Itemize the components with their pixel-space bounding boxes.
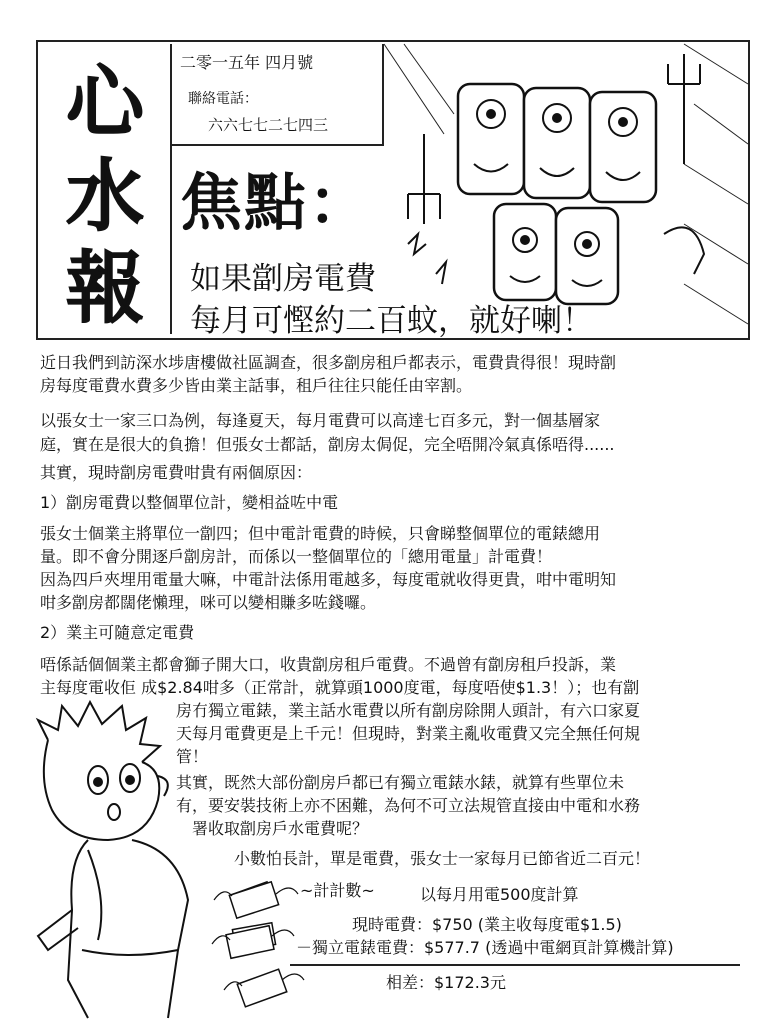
paragraph-line: 房冇獨立電錶，業主話水電費以所有劏房除開人頭計，有六口家夏 bbox=[176, 701, 641, 720]
paragraph-line: 其實，既然大部份劏房戶都已有獨立電錶水錶，就算有些單位未 bbox=[176, 773, 625, 792]
masthead-char: 心 bbox=[65, 57, 144, 148]
issue-info bbox=[172, 44, 384, 146]
masthead-char: 報 bbox=[65, 243, 144, 334]
paragraph-line: 張女士個業主將單位一劏四；但中電計電費的時候，只會睇整個單位的電錶總用 bbox=[40, 524, 601, 543]
calc-basis: 以每月用電500度計算 bbox=[420, 885, 579, 904]
section-heading: 2）業主可隨意定電費 bbox=[40, 623, 195, 642]
calc-label: ~計計數~ bbox=[300, 881, 375, 900]
paragraph-line: 小數怕長計，單是電費，張女士一家每月已節省近二百元！ bbox=[234, 849, 651, 868]
headline bbox=[190, 258, 593, 342]
paragraph-line: 以張女士一家三口為例，每逢夏天，每月電費可以高達七百多元，對一個基層家 bbox=[40, 411, 601, 430]
issue-date: 二零一五年 四月號 bbox=[180, 53, 314, 72]
calc-current-fee: 現時電費：$750 (業主收每度電$1.5) bbox=[352, 915, 622, 934]
paragraph-line: 管！ bbox=[176, 747, 209, 766]
paragraph-line: 其實，現時劏房電費咁貴有兩個原因： bbox=[40, 463, 313, 482]
paragraph-line: 庭，實在是很大的負擔！但張女士都話，劏房太侷促，完全唔開冷氣真係唔得...... bbox=[40, 435, 615, 454]
paragraph-line: 唔係話個個業主都會獅子開大口，收貴劏房租戶電費。不過曾有劏房租戶投訴，業 bbox=[40, 655, 617, 674]
contact-label: 聯絡電話： bbox=[188, 91, 258, 107]
paragraph-line: 署收取劏房戶水電費呢？ bbox=[192, 819, 369, 838]
paragraph-line: 房每度電費水費多少皆由業主話事，租戶往往只能任由宰割。 bbox=[40, 376, 473, 395]
paragraph-line: 近日我們到訪深水埗唐樓做社區調查，很多劏房租戶都表示，電費貴得很！現時劏 bbox=[40, 353, 617, 372]
paragraph-line: 咁多劏房都闊佬懶理，咪可以變相賺多咗錢囉。 bbox=[40, 593, 377, 612]
masthead-title bbox=[40, 44, 172, 334]
headline-line: 如果劏房電費 bbox=[190, 261, 376, 297]
paragraph-line: 因為四戶夾埋用電量大嘛，中電計法係用電越多，每度電就收得更貴，咁中電明知 bbox=[40, 570, 617, 589]
paragraph-line: 主每度電收佢 成$2.84咁多（正常計，就算頭1000度電，每度唔使$1.3！）；也有劏 bbox=[40, 678, 640, 697]
boy-cartoon-illustration bbox=[28, 700, 228, 1020]
paragraph-line: 量。即不會分開逐戶劏房計，而係以一整個單位的「總用電量」計電費！ bbox=[40, 547, 553, 566]
paragraph-line: 天每月電費更是上千元！但現時，對業主亂收電費又完全無任何規 bbox=[176, 724, 641, 743]
calc-divider bbox=[290, 964, 740, 966]
calc-independent-fee: －獨立電錶電費：$577.7 (透過中電網頁計算機計算) bbox=[296, 938, 674, 957]
headline-line: 每月可慳約二百蚊，就好喇！ bbox=[190, 303, 593, 339]
section-heading: 1）劏房電費以整個單位計，變相益咗中電 bbox=[40, 493, 339, 512]
masthead-char: 水 bbox=[65, 151, 144, 242]
calc-difference: 相差：$172.3元 bbox=[386, 973, 506, 992]
contact-phone: 六六七七二七四三 bbox=[208, 116, 329, 134]
focus-label: 焦點： bbox=[180, 166, 373, 239]
flying-money-illustration bbox=[210, 880, 310, 1020]
paragraph-line: 有，要安裝技術上亦不困難，為何不可立法規管直接由中電和水務 bbox=[176, 796, 641, 815]
